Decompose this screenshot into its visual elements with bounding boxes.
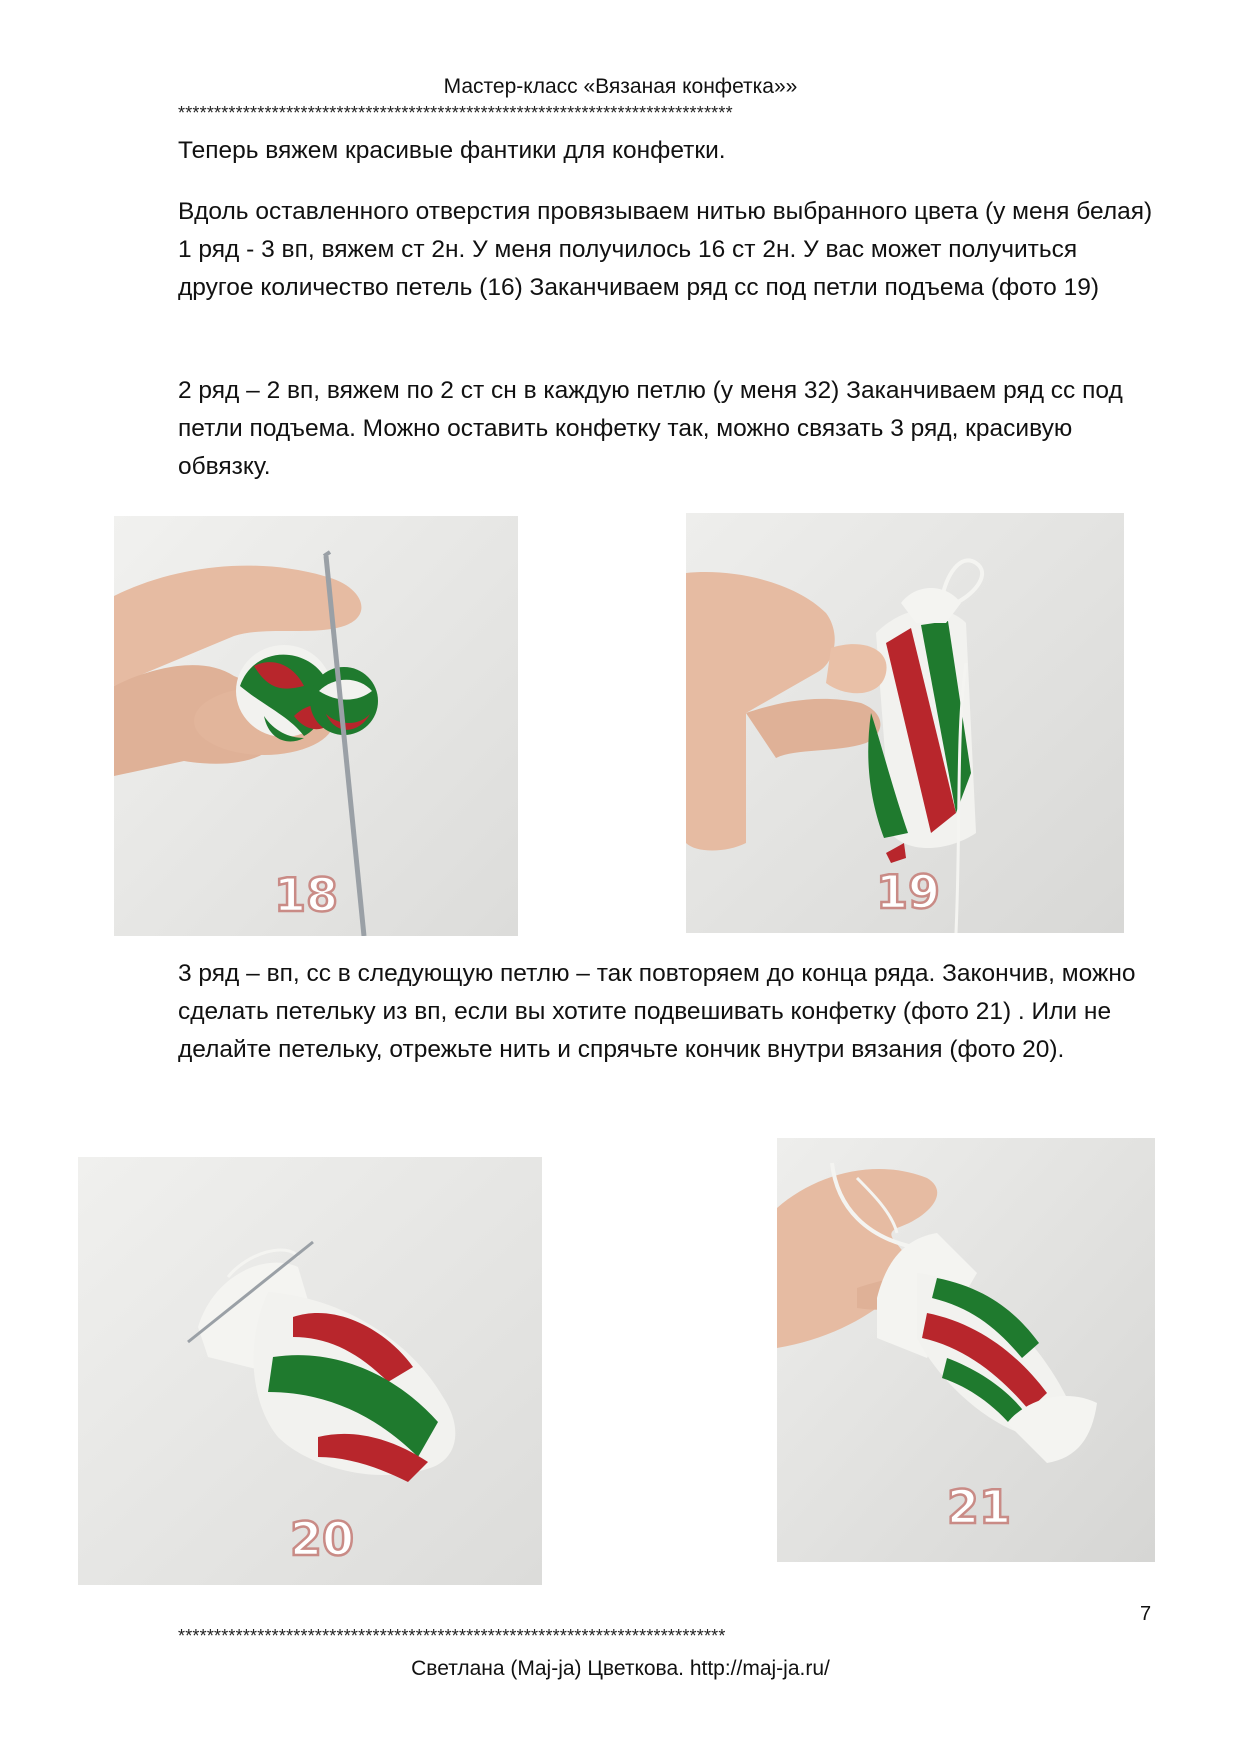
paragraph-row3: 3 ряд – вп, сс в следующую петлю – так повторяем до конца ряда. Закончив, можно сделать петельку из вп, если вы хотите подвешивать конфетку (фото 21) . Или не делайте петельку, отрежьте нить и спрячьте кончик внутри вязания (фото 20). bbox=[178, 960, 1136, 1063]
photo-19 bbox=[686, 513, 1124, 933]
photo-18-number: 18 bbox=[274, 868, 339, 922]
photo-21 bbox=[777, 1138, 1155, 1562]
paragraph-intro: Теперь вяжем красивые фантики для конфетки. bbox=[178, 137, 726, 164]
photo-20 bbox=[78, 1157, 542, 1585]
document-header-title: Мастер-класс «Вязаная конфетка»» bbox=[443, 75, 798, 98]
photo-19-number: 19 bbox=[876, 865, 941, 919]
page-number: 7 bbox=[1140, 1603, 1152, 1625]
footer-credit: Светлана (Maj-ja) Цветкова. http://maj-ja.ru/ bbox=[411, 1657, 830, 1680]
header-divider: ***************************************************************************** bbox=[178, 103, 733, 123]
paragraph-row1: Вдоль оставленного отверстия провязываем нитью выбранного цвета (у меня белая) 1 ряд - 3 вп, вяжем ст 2н. У меня получилось 16 ст 2н. У вас может получиться другое количество петель (16) Заканчиваем ряд сс под петли подъема (фото 19) bbox=[178, 198, 1153, 301]
paragraph-row2: 2 ряд – 2 вп, вяжем по 2 ст сн в каждую петлю (у меня 32) Заканчиваем ряд сс под петли подъема. Можно оставить конфетку так, можно связать 3 ряд, красивую обвязку. bbox=[178, 377, 1123, 480]
footer-divider: **************************************************************************** bbox=[178, 1626, 726, 1646]
photo-20-number: 20 bbox=[290, 1512, 355, 1566]
photo-21-number: 21 bbox=[947, 1480, 1012, 1534]
photo-18 bbox=[114, 516, 518, 936]
